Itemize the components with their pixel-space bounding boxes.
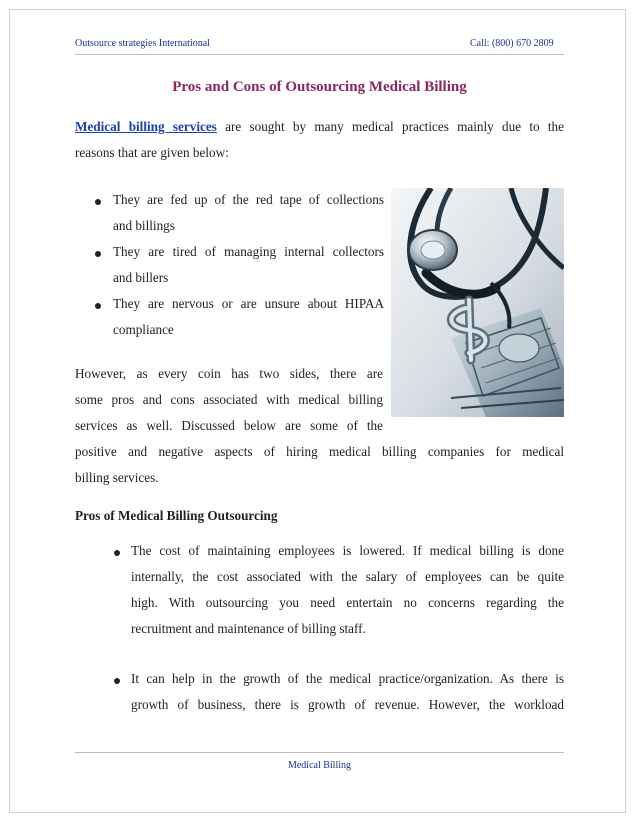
- page-title: Pros and Cons of Outsourcing Medical Billing: [172, 79, 467, 95]
- bullet-item-3: [113, 291, 384, 343]
- header-phone: Call: (800) 670 2809: [470, 38, 554, 49]
- para2-line-1: However, as every coin has two sides, there are: [75, 366, 383, 381]
- stethoscope-money-photo: [391, 188, 564, 417]
- pros-item-1: [131, 538, 564, 642]
- bullet-dot: [95, 251, 101, 257]
- page-footer: Medical Billing: [287, 760, 352, 771]
- bullet-3-line-1: They are nervous or are unsure about HIPAA: [113, 296, 384, 311]
- pros-1-line-2: internally, the cost associated with the salary of employees can be quite: [131, 569, 564, 584]
- para2-line-5: billing services.: [75, 470, 159, 485]
- header-company: Outsource strategies International: [75, 38, 210, 49]
- bullet-2-line-1: They are tired of managing internal collectors: [113, 244, 384, 259]
- bullet-dot: [95, 199, 101, 205]
- coin-paragraph: [75, 361, 383, 439]
- bullet-1-line-1: They are fed up of the red tape of collections: [113, 192, 384, 207]
- bullet-dot: [114, 550, 120, 556]
- medical-billing-link[interactable]: Medical billing services: [75, 119, 217, 134]
- bullet-3-line-2: compliance: [113, 322, 174, 337]
- header-rule: [75, 54, 564, 55]
- intro-line-2: reasons that are given below:: [75, 145, 229, 160]
- coin-paragraph-continued: [75, 439, 564, 491]
- bullet-dot: [95, 303, 101, 309]
- bullet-2-line-2: and billers: [113, 270, 169, 285]
- para2-line-4: positive and negative aspects of hiring medical billing companies for medical: [75, 444, 564, 459]
- footer-rule: [75, 752, 564, 753]
- pros-2-line-1: It can help in the growth of the medical practice/organization. As there is: [131, 671, 564, 686]
- bullet-item-2: [113, 239, 384, 291]
- intro-line-1: [75, 114, 564, 140]
- pros-1-line-4: recruitment and maintenance of billing staff.: [131, 621, 366, 636]
- intro-line-1-text: are sought by many medical practices mainly due to the: [216, 119, 565, 134]
- intro-paragraph: [75, 114, 564, 166]
- bullet-dot: [114, 678, 120, 684]
- section-heading-pros: Pros of Medical Billing Outsourcing: [75, 508, 278, 523]
- pros-1-line-3: high. With outsourcing you need entertain no concerns regarding the: [131, 595, 564, 610]
- para2-line-2: some pros and cons associated with medical billing: [75, 392, 383, 407]
- stethoscope-money-image: [391, 188, 564, 417]
- pros-item-2: [131, 666, 564, 718]
- pros-1-line-1: The cost of maintaining employees is lowered. If medical billing is done: [131, 543, 564, 558]
- para2-line-3: services as well. Discussed below are some of the: [75, 418, 383, 433]
- pros-2-line-2: growth of business, there is growth of revenue. However, the workload: [131, 697, 564, 712]
- bullet-1-line-2: and billings: [113, 218, 175, 233]
- bullet-item-1: [113, 187, 384, 239]
